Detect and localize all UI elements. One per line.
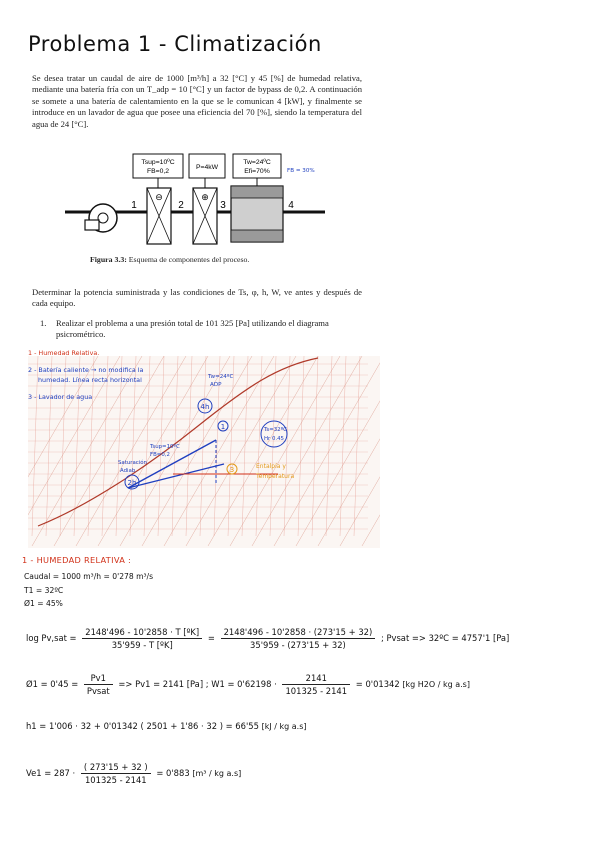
eq3-text: h1 = 1'006 · 32 + 0'01342 ( 2501 + 1'86 · 32 ) = 66'55 bbox=[26, 721, 259, 731]
note-2b: humedad. Línea recta horizontal bbox=[38, 376, 142, 384]
given-data bbox=[24, 570, 153, 611]
label-1: 1 bbox=[220, 423, 226, 431]
task-item bbox=[40, 318, 362, 341]
node-4: 4 bbox=[288, 200, 294, 211]
eq2-num-1: Pv1 bbox=[84, 673, 113, 685]
box1-line1: Tsup=10ºC bbox=[141, 159, 175, 166]
eq2-fraction-1 bbox=[84, 673, 113, 696]
node-3: 3 bbox=[220, 200, 226, 211]
eq4-lhs: Ve1 = 287 · bbox=[26, 768, 76, 778]
eq4-den: 101325 - 2141 bbox=[84, 775, 147, 785]
label-adp: ADP bbox=[210, 382, 222, 388]
note-3: 3 - Lavador de agua bbox=[28, 393, 93, 401]
eq2-den-1: Pvsat bbox=[86, 686, 110, 696]
section-title: 1 - HUMEDAD RELATIVA : bbox=[22, 555, 132, 565]
label-ts: Ts=32ºC bbox=[264, 427, 287, 433]
eq4-unit: [m³ / kg a.s] bbox=[192, 769, 242, 778]
eq2-den-2: 101325 - 2141 bbox=[285, 686, 348, 696]
given-flow: Caudal = 1000 m³/h = 0'278 m³/s bbox=[24, 572, 154, 581]
eq2-unit: [kg H2O / kg a.s] bbox=[402, 680, 470, 689]
eq1-num-1: 2148'496 - 10'2858 · T [ºK] bbox=[82, 627, 202, 639]
label-2h: 2h bbox=[127, 479, 137, 487]
equation-enthalpy bbox=[26, 721, 306, 731]
eq1-result: Pvsat => 32ºC = 4757'1 [Pa] bbox=[386, 633, 510, 643]
eq2-result: = 0'01342 bbox=[355, 679, 400, 689]
eq1-den-2: 35'959 - (273'15 + 32) bbox=[250, 640, 346, 650]
eq2-arrow: => bbox=[118, 679, 133, 689]
given-humidity: Ø1 = 45% bbox=[24, 599, 63, 608]
box3-line2: Efi=70% bbox=[244, 168, 270, 175]
note-1: 1 - Humedad Relativa. bbox=[28, 349, 100, 357]
eq1-fraction-2 bbox=[221, 627, 376, 650]
page-title: Problema 1 - Climatización bbox=[28, 32, 322, 56]
task-number: 1. bbox=[40, 318, 47, 328]
eq2-middle: Pv1 = 2141 [Pa] ; W1 = 0'62198 · bbox=[135, 679, 277, 689]
fan-icon bbox=[85, 204, 117, 232]
eq3-unit: [kJ / kg a.s] bbox=[261, 722, 307, 731]
equation-vapor-pressure bbox=[26, 627, 509, 650]
note-2a: 2 - Batería caliente → no modifica la bbox=[28, 366, 144, 374]
component-schematic bbox=[55, 150, 345, 250]
eq1-den-1: 35'959 - T [ºK] bbox=[111, 640, 173, 650]
node-2: 2 bbox=[178, 200, 184, 211]
label-temperatura: Temperatura bbox=[256, 473, 295, 480]
label-tw: Tw=24ºC bbox=[208, 374, 234, 380]
box1-line2: FB=0,2 bbox=[146, 168, 170, 175]
water-washer-icon bbox=[231, 186, 283, 242]
minus-symbol: ⊖ bbox=[155, 193, 163, 203]
node-1: 1 bbox=[131, 200, 137, 211]
eq4-num: ( 273'15 + 32 ) bbox=[81, 762, 151, 774]
caption-label: Figura 3.3: bbox=[90, 255, 127, 264]
eq1-fraction-1 bbox=[82, 627, 202, 650]
box2-label: P=4kW bbox=[195, 164, 219, 171]
label-adiab: Adiab. bbox=[120, 468, 137, 474]
label-4h: 4h bbox=[200, 403, 210, 411]
label-saturacion: Saturación bbox=[118, 460, 147, 466]
label-tsup: Tsup=10ºC bbox=[150, 444, 180, 450]
label-hr: Hr 0.45 bbox=[264, 436, 284, 442]
caption-text: Esquema de componentes del proceso. bbox=[128, 255, 250, 264]
label-fb: FB=0,2 bbox=[150, 452, 170, 458]
label-entalpia: Entalpía y bbox=[256, 463, 286, 470]
equation-humidity-ratio bbox=[26, 673, 470, 696]
box3-line1: Tw=24ºC bbox=[243, 159, 271, 166]
given-temperature: T1 = 32ºC bbox=[24, 585, 64, 595]
eq2-fraction-2 bbox=[282, 673, 350, 696]
problem-statement: Se desea tratar un caudal de aire de 1000 [m³/h] a 32 [°C] y 45 [%] de humedad relativa, mediante una batería fría con un T_adp = 10 [°C] y un factor de bypass de 0,2. A continuación se somete a una batería de calentamiento en la que se le comunican 4 [kW], y finalmente se introduce en un lavador de agua que posee una eficiencia del 70 [%], siendo la temperatura del agua de 24 [°C]. bbox=[32, 73, 362, 129]
eq2-lhs: Ø1 = 0'45 = bbox=[26, 679, 79, 689]
determine-statement: Determinar la potencia suministrada y las condiciones de Ts, φ, h, W, ve antes y después de cada equipo. bbox=[32, 287, 362, 309]
eq1-separator: ; bbox=[380, 633, 384, 643]
eq1-num-2: 2148'496 - 10'2858 · (273'15 + 32) bbox=[221, 627, 376, 639]
eq4-result: = 0'883 bbox=[156, 768, 190, 778]
eq2-num-2: 2141 bbox=[282, 673, 350, 685]
figure-caption bbox=[90, 255, 249, 264]
plus-symbol: ⊕ bbox=[201, 193, 209, 203]
eq1-equals: = bbox=[207, 633, 215, 643]
label-3: 3 bbox=[229, 466, 235, 474]
eq1-lhs: log Pv,sat = bbox=[26, 633, 77, 643]
eq4-fraction bbox=[81, 762, 151, 785]
fb-annotation: FB = 30% bbox=[287, 168, 315, 174]
task-text: Realizar el problema a una presión total de 101 325 [Pa] utilizando el diagrama psicrométrico. bbox=[56, 318, 329, 340]
equation-specific-volume bbox=[26, 762, 241, 785]
